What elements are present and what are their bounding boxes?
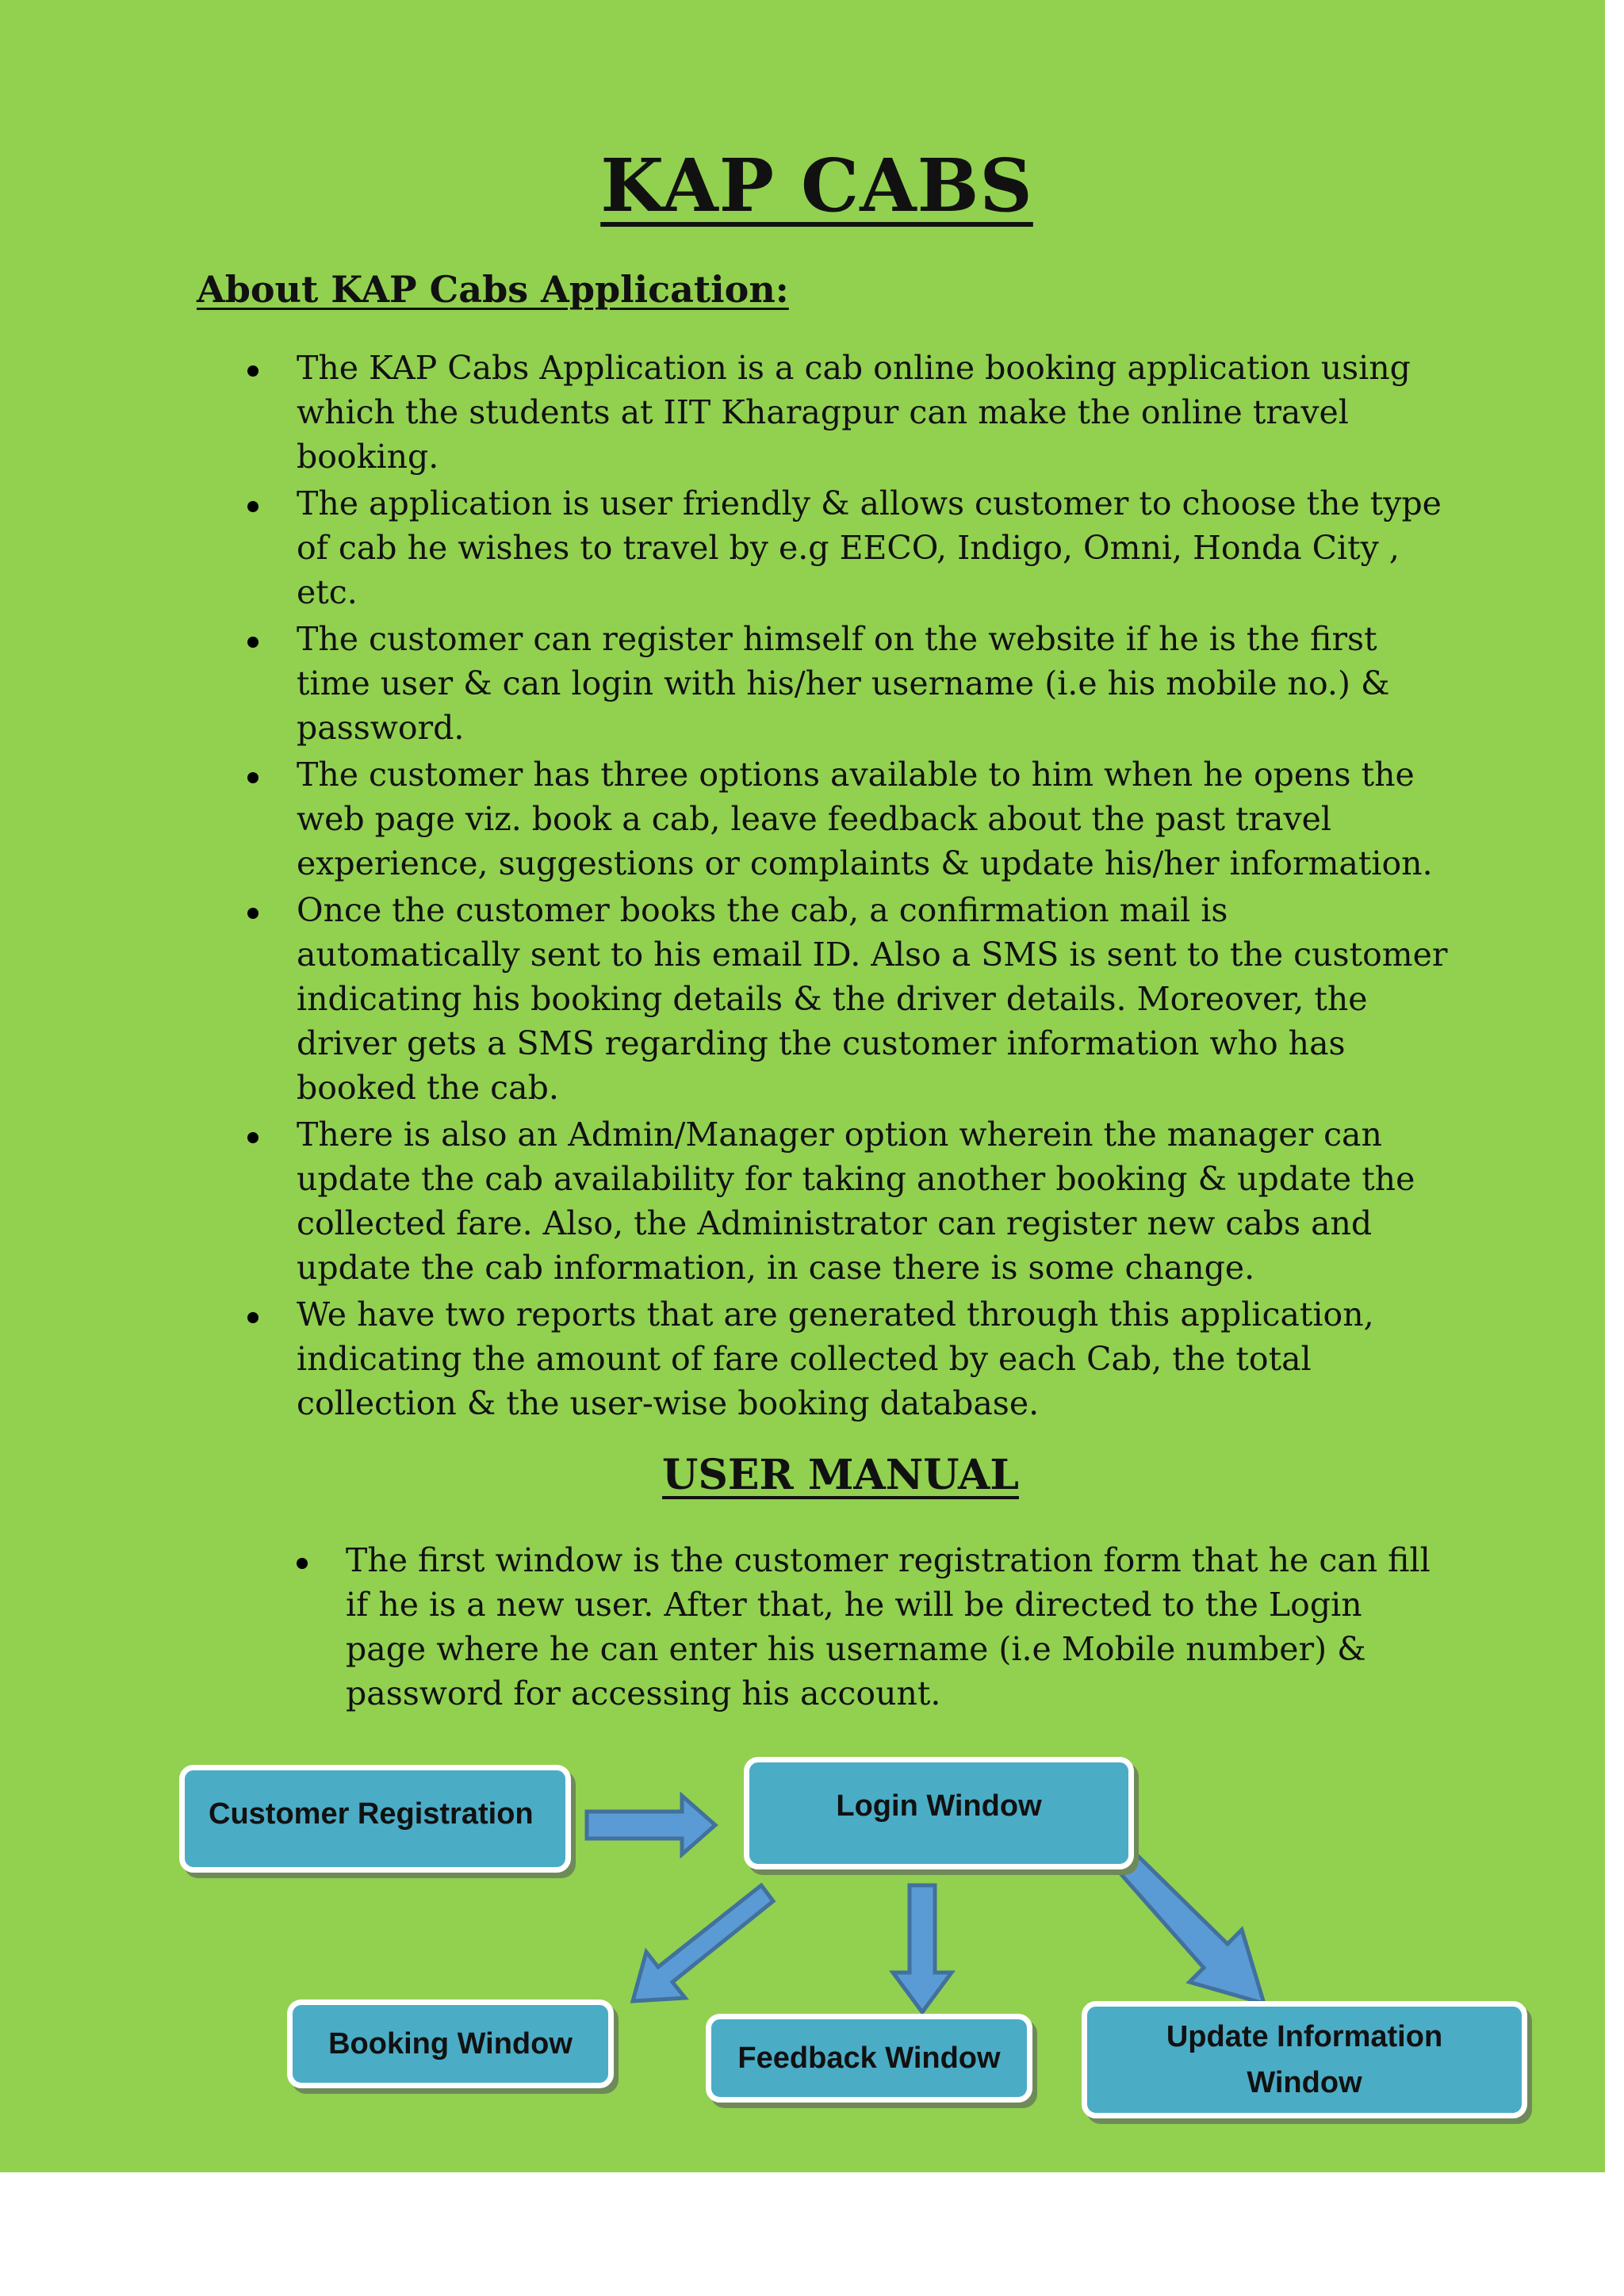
about-heading: About KAP Cabs Application:	[197, 268, 789, 311]
customer-registration-box	[179, 1765, 571, 1873]
about-bullet-item	[244, 617, 1450, 750]
booking-window-box	[287, 1999, 614, 2088]
about-bullet-text: The customer can register himself on the website if he is the first time user & can login with his/her username (i.e his mobile no.) & password.	[297, 620, 1390, 747]
about-bullet-list	[244, 346, 1450, 1428]
about-bullet-text: There is also an Admin/Manager option wherein the manager can update the cab availability for taking another booking & update the collected fare. Also, the Administrator can register new cabs and update the cab information, in case there is some change.	[297, 1115, 1415, 1287]
document-title: KAP CABS	[600, 143, 1033, 228]
bullet-icon	[247, 365, 259, 377]
arrow-registration-to-login	[587, 1796, 715, 1854]
about-bullet-text: Once the customer books the cab, a confirmation mail is automatically sent to his email ID. Also a SMS is sent to the customer indicating his booking details & the driver details. Moreover, the driver gets a SMS regarding the customer information who has booked the cab.	[297, 891, 1448, 1107]
arrow-login-to-booking	[633, 1885, 773, 2001]
about-bullet-item	[244, 481, 1450, 614]
about-bullet-item	[244, 888, 1450, 1110]
login-window-box	[744, 1757, 1134, 1869]
arrow-login-to-update	[1120, 1855, 1264, 2003]
bullet-icon	[247, 1312, 259, 1323]
login-window-label: Login Window	[836, 1789, 1042, 1823]
manual-bullet-text: The first window is the customer registration form that he can fill if he is a new user. After that, he will be directed to the Login page where he can enter his username (i.e Mobile number) & password for accessing his account.	[346, 1541, 1431, 1712]
bullet-icon	[247, 637, 259, 648]
feedback-window-label: Feedback Window	[737, 2042, 1001, 2075]
update-information-window-box	[1082, 2001, 1527, 2118]
bullet-icon	[247, 501, 259, 512]
booking-window-label: Booking Window	[328, 2027, 573, 2061]
arrow-login-to-feedback	[893, 1885, 952, 2012]
user-manual-bullet-list	[293, 1538, 1451, 1718]
about-bullet-text: The customer has three options available to him when he opens the web page viz. book a cab, leave feedback about the past travel experience, suggestions or complaints & update his/her information.	[297, 756, 1433, 882]
about-bullet-item	[244, 752, 1450, 886]
bullet-icon	[297, 1558, 308, 1569]
user-manual-heading: USER MANUAL	[662, 1451, 1019, 1499]
about-bullet-text: The application is user friendly & allows customer to choose the type of cab he wishes to travel by e.g EECO, Indigo, Omni, Honda City , etc.	[297, 484, 1442, 611]
customer-registration-label: Customer Registration	[209, 1797, 534, 1831]
manual-bullet-item	[293, 1538, 1451, 1716]
bullet-icon	[247, 1132, 259, 1143]
update-information-window-label: Update Information Window	[1166, 2020, 1443, 2099]
about-bullet-item	[244, 1292, 1450, 1425]
about-bullet-item	[244, 346, 1450, 479]
about-bullet-item	[244, 1112, 1450, 1290]
feedback-window-box	[706, 2014, 1032, 2103]
bullet-icon	[247, 772, 259, 783]
bullet-icon	[247, 908, 259, 919]
about-bullet-text: The KAP Cabs Application is a cab online booking application using which the students at IIT Kharagpur can make the online travel booking.	[297, 349, 1411, 476]
about-bullet-text: We have two reports that are generated through this application, indicating the amount of fare collected by each Cab, the total collection & the user-wise booking database.	[297, 1295, 1374, 1422]
